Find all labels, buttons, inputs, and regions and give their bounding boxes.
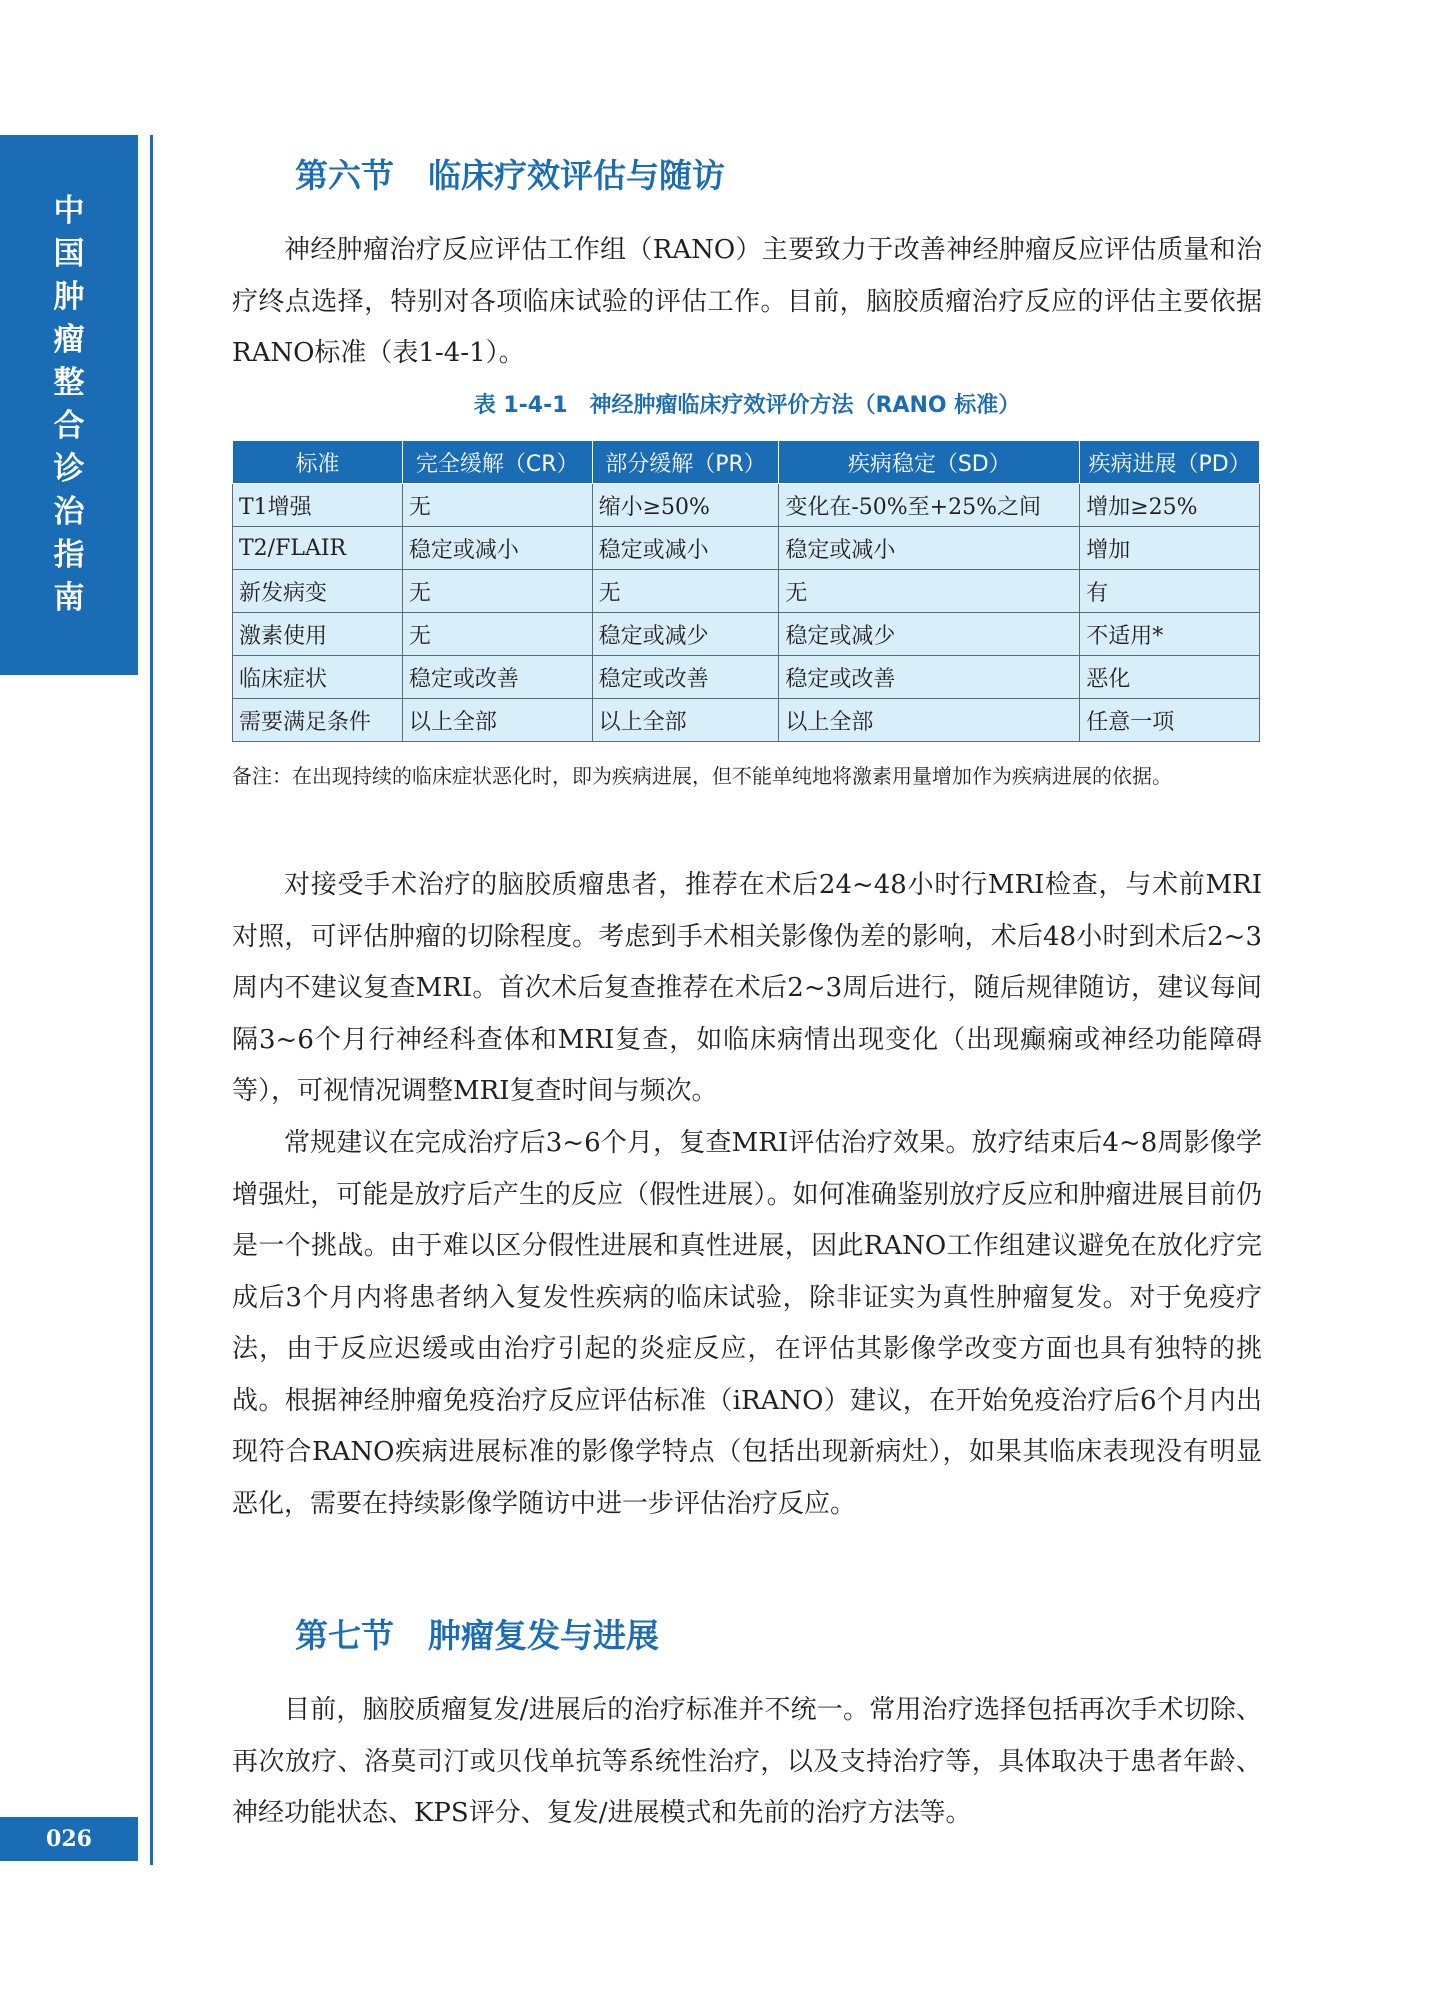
table-cell: 稳定或减小 — [402, 527, 592, 570]
table-cell: 稳定或减少 — [779, 613, 1080, 656]
table-cell: 增加 — [1080, 527, 1260, 570]
paragraph-evaluation: 常规建议在完成治疗后3~6个月，复查MRI评估治疗效果。放疗结束后4~8周影像学增强灶，可能是放疗后产生的反应（假性进展）。如何准确鉴别放疗反应和肿瘤进展目前仍是一个挑战。由于难以区分假性进展和真性进展，因此RANO工作组建议避免在放化疗完成后3个月内将患者纳入复发性疾病的临床试验，除非证实为真性肿瘤复发。对于免疫疗法，由于反应迟缓或由治疗引起的炎症反应，在评估其影像学改变方面也具有独特的挑战。根据神经肿瘤免疫治疗反应评估标准（iRANO）建议，在开始免疫治疗后6个月内出现符合RANO疾病进展标准的影像学特点（包括出现新病灶），如果其临床表现没有明显恶化，需要在持续影像学随访中进一步评估治疗反应。 — [232, 1128, 1262, 1519]
table-header: 完全缓解（CR） — [402, 441, 592, 484]
section7-title: 肿瘤复发与进展 — [428, 1616, 659, 1655]
table-header: 疾病稳定（SD） — [779, 441, 1080, 484]
table-cell: 变化在-50%至+25%之间 — [779, 484, 1080, 527]
table-caption: 表 1-4-1 神经肿瘤临床疗效评价方法（RANO 标准） — [473, 393, 1021, 418]
table-cell: 激素使用 — [233, 613, 403, 656]
book-title-tab — [0, 135, 138, 675]
table-cell: 稳定或减少 — [592, 613, 779, 656]
table-header: 疾病进展（PD） — [1080, 441, 1260, 484]
book-title-char: 整 — [53, 365, 85, 401]
table-header-row — [233, 441, 1260, 484]
table-cell: 恶化 — [1080, 656, 1260, 699]
table-cell: 稳定或改善 — [779, 656, 1080, 699]
table-cell: 以上全部 — [592, 699, 779, 742]
table-cell: 无 — [402, 484, 592, 527]
table-cell: 不适用* — [1080, 613, 1260, 656]
table-cell: 增加≥25% — [1080, 484, 1260, 527]
table-cell: 缩小≥50% — [592, 484, 779, 527]
book-title-char: 合 — [53, 408, 85, 444]
table-cell: 稳定或减小 — [779, 527, 1080, 570]
table-cell: 以上全部 — [402, 699, 592, 742]
table-cell: 无 — [402, 613, 592, 656]
table-cell: 新发病变 — [233, 570, 403, 613]
table-cell: 需要满足条件 — [233, 699, 403, 742]
table-header: 标准 — [233, 441, 403, 484]
book-title-char: 治 — [53, 494, 85, 530]
book-title-char: 南 — [53, 580, 85, 616]
table-cell: T2/FLAIR — [233, 527, 403, 570]
table-cell: 以上全部 — [779, 699, 1080, 742]
rano-table — [232, 440, 1260, 742]
section7-intro: 目前，脑胶质瘤复发/进展后的治疗标准并不统一。常用治疗选择包括再次手术切除、再次放疗、洛莫司汀或贝伐单抗等系统性治疗，以及支持治疗等，具体取决于患者年龄、神经功能状态、KPS评分、复发/进展模式和先前的治疗方法等。 — [232, 1695, 1262, 1828]
table-cell: 无 — [779, 570, 1080, 613]
table-cell: 稳定或改善 — [402, 656, 592, 699]
table-row — [233, 570, 1260, 613]
table-row — [233, 484, 1260, 527]
table-row — [233, 656, 1260, 699]
table-header: 部分缓解（PR） — [592, 441, 779, 484]
table-cell: 稳定或减小 — [592, 527, 779, 570]
paragraph-followup: 对接受手术治疗的脑胶质瘤患者，推荐在术后24~48小时行MRI检查，与术前MRI对照，可评估肿瘤的切除程度。考虑到手术相关影像伪差的影响，术后48小时到术后2~3周内不建议复查MRI。首次术后复查推荐在术后2~3周后进行，随后规律随访，建议每间隔3~6个月行神经科查体和MRI复查，如临床病情出现变化（出现癫痫或神经功能障碍等），可视情况调整MRI复查时间与频次。 — [232, 870, 1262, 1106]
table-row — [233, 613, 1260, 656]
section6-title: 临床疗效评估与随访 — [428, 156, 725, 195]
table-note: 备注：在出现持续的临床症状恶化时，即为疾病进展，但不能单纯地将激素用量增加作为疾病进展的依据。 — [232, 764, 1172, 788]
book-title-char: 中 — [53, 193, 85, 229]
table-row — [233, 699, 1260, 742]
section7-number: 第七节 — [295, 1616, 394, 1655]
table-cell: 任意一项 — [1080, 699, 1260, 742]
table-cell: 临床症状 — [233, 656, 403, 699]
table-cell: 无 — [402, 570, 592, 613]
table-cell: 稳定或改善 — [592, 656, 779, 699]
section6-heading — [295, 150, 725, 197]
book-title-char: 瘤 — [53, 322, 85, 358]
book-title-char: 指 — [53, 537, 85, 573]
table-cell: T1增强 — [233, 484, 403, 527]
page-number: 026 — [0, 1817, 138, 1861]
margin-rule — [150, 135, 153, 1865]
section6-intro: 神经肿瘤治疗反应评估工作组（RANO）主要致力于改善神经肿瘤反应评估质量和治疗终点选择，特别对各项临床试验的评估工作。目前，脑胶质瘤治疗反应的评估主要依据RANO标准（表1-4-1）。 — [232, 235, 1262, 368]
section7-heading — [295, 1610, 659, 1657]
book-title-char: 国 — [53, 236, 85, 272]
table-row — [233, 527, 1260, 570]
table-cell: 有 — [1080, 570, 1260, 613]
book-title-char: 肿 — [53, 279, 85, 315]
section6-number: 第六节 — [295, 156, 394, 195]
book-title-char: 诊 — [53, 451, 85, 487]
table-cell: 无 — [592, 570, 779, 613]
